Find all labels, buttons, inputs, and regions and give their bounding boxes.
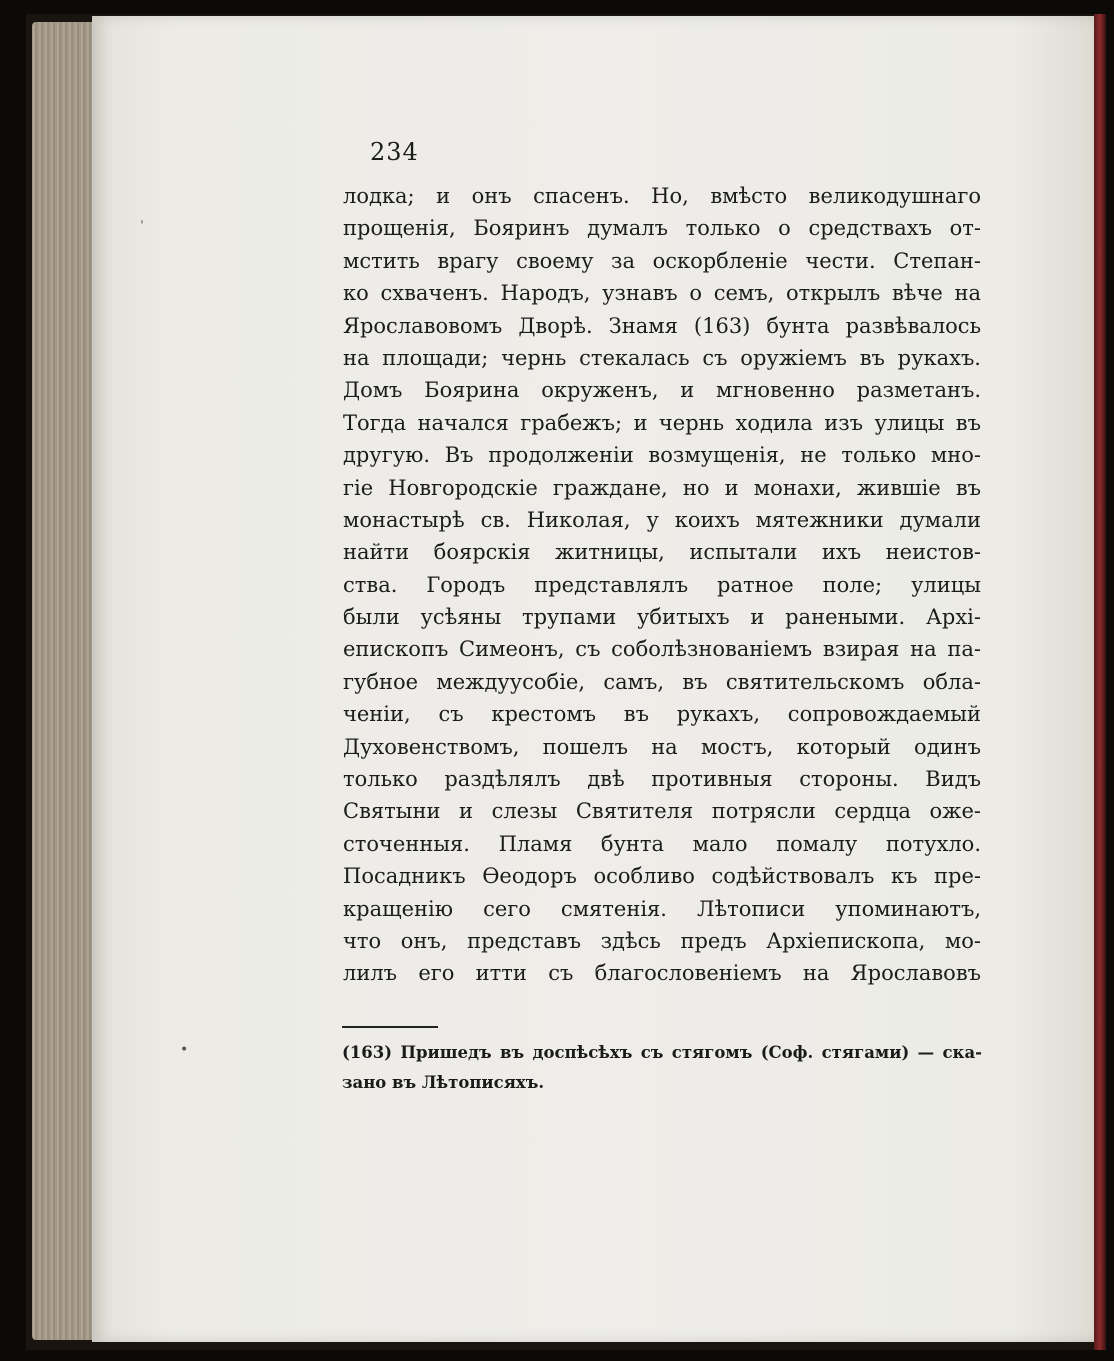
text-line: Тогда начался грабежъ; и чернь ходила изъ улицы въ xyxy=(343,410,981,435)
text-line: другую. Въ продолженіи возмущенія, не только мно- xyxy=(343,443,981,468)
text-line: Посадникъ Ѳеодоръ особливо содѣйствовалъ къ пре- xyxy=(343,864,981,889)
text-line: только раздѣлялъ двѣ противныя стороны. Видъ xyxy=(343,767,981,792)
text-line: монастырѣ св. Николая, у коихъ мятежники думали xyxy=(343,507,981,532)
page-number: 234 xyxy=(370,138,419,166)
text-line: гіе Новгородскіе граждане, но и монахи, жившіе въ xyxy=(343,475,981,500)
text-line: Духовенствомъ, пошелъ на мостъ, который одинъ xyxy=(343,734,981,759)
text-line: кращенію сего смятенія. Лѣтописи упоминаютъ, xyxy=(343,896,981,921)
text-line: лилъ его итти съ благословеніемъ на Ярославовъ xyxy=(343,961,981,986)
text-line: ченіи, съ крестомъ въ рукахъ, сопровождаемый xyxy=(343,702,981,727)
paper-speck: ˌ xyxy=(140,210,144,226)
book-spine xyxy=(1094,14,1106,1350)
text-line: Ярославовомъ Дворѣ. Знамя (163) бунта развѣвалось xyxy=(343,313,981,338)
text-line: найти боярскія житницы, испытали ихъ неистов- xyxy=(343,540,981,565)
text-line: прощенія, Бояринъ думалъ только о средствахъ от- xyxy=(343,216,981,241)
text-line: на площади; чернь стекалась съ оружіемъ въ рукахъ. xyxy=(343,345,981,370)
footnote-line: (163) Пришедъ въ доспѣсѣхъ съ стягомъ (Соф. стягами) — ска- xyxy=(342,1043,982,1062)
text-line: Домъ Боярина окруженъ, и мгновенно разметанъ. xyxy=(343,378,981,403)
footnote-line: зано въ Лѣтописяхъ. xyxy=(342,1073,545,1092)
text-line: были усѣяны трупами убитыхъ и ранеными. Архі- xyxy=(343,605,981,630)
text-line: мстить врагу своему за оскорбленіе чести. Степан- xyxy=(343,248,981,273)
paper-speck: • xyxy=(180,1042,189,1058)
footnote xyxy=(342,1038,982,1098)
text-line: Святыни и слезы Святителя потрясли сердца оже- xyxy=(343,799,981,824)
text-line: губное междуусобіе, самъ, въ святительскомъ обла- xyxy=(343,669,981,694)
page-edges xyxy=(32,22,98,1340)
text-line: лодка; и онъ спасенъ. Но, вмѣсто великодушнаго xyxy=(343,184,981,208)
text-line: сточенныя. Пламя бунта мало помалу потухло. xyxy=(343,831,981,856)
body-text xyxy=(343,180,981,990)
text-line: что онъ, представъ здѣсь предъ Архіепископа, мо- xyxy=(343,928,981,953)
text-line: ства. Городъ представлялъ ратное поле; улицы xyxy=(343,572,981,597)
text-line: епископъ Симеонъ, съ соболѣзнованіемъ взирая на па- xyxy=(343,637,981,662)
text-line: ко схваченъ. Народъ, узнавъ о семъ, открылъ вѣче на xyxy=(343,281,981,306)
footnote-rule xyxy=(342,1026,438,1028)
